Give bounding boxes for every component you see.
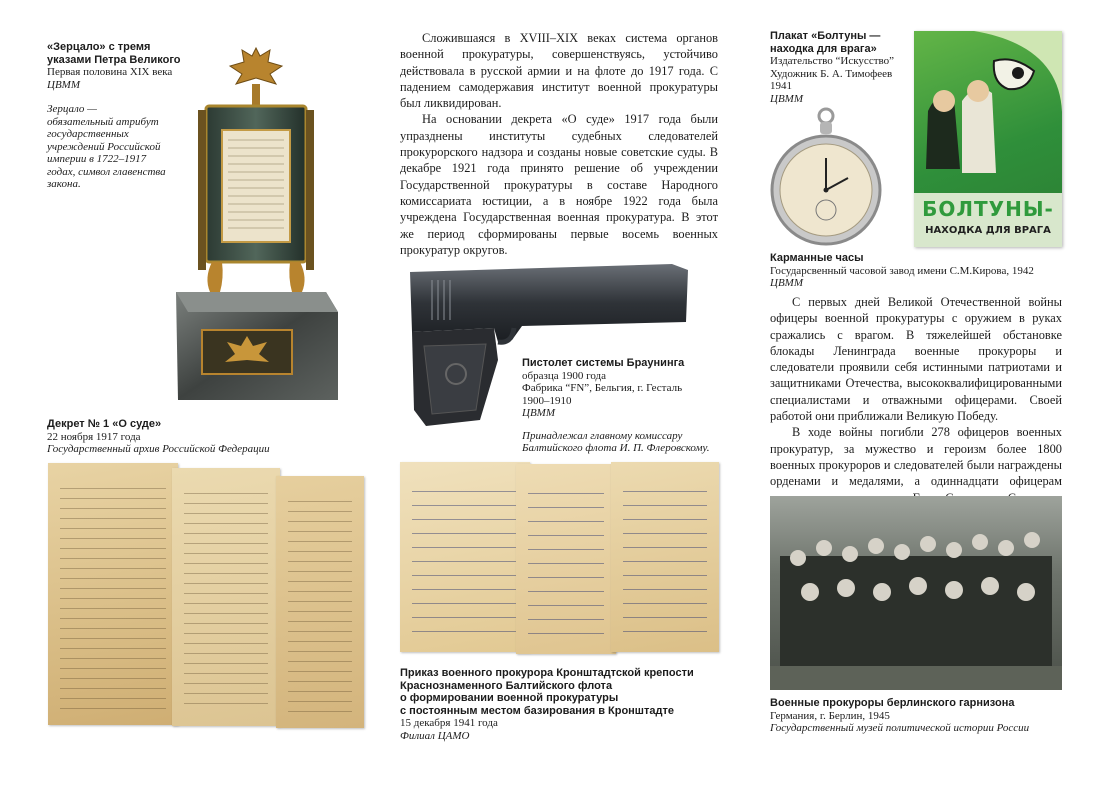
- poster-slogan-1: БОЛТУНЫ-: [922, 197, 1054, 221]
- decree-caption: Декрет № 1 «О суде» 22 ноября 1917 года Государственный архив Российской Федерации: [47, 418, 270, 455]
- berlin-prosecutors-photo: [770, 496, 1062, 690]
- watch-caption: Карманные часы Госудaрсвенный часовой завод имени С.М.Кирова, 1942 ЦВММ: [770, 252, 1034, 289]
- photo-caption: Военные прокуроры берлинского гарнизона Германия, г. Берлин, 1945 Государственный музей политической истории России: [770, 697, 1030, 734]
- order-caption: Приказ военного прокурора Кронштадтской крепости Краснознаменного Балтийского флота о формировании военной прокуратуры с постоянным местом базирования в Кронштадте 15 декабря 1941 года Филиал ЦАМО: [400, 667, 694, 742]
- pocket-watch-image: [770, 106, 882, 246]
- intro-text: Сложившаяся в XVIII–XIX веках система органов военной прокуратуры, совершенствуясь, устойчиво действовала в русской армии и на флоте до 1917 года. С падением самодержавия институт военной прокуратуры был ликвидирован. На основании декрета «О суде» 1917 года были упразднены институты судебных следователей прокурорского надзора и созданы новые советские суды. В декабре 1921 года принято решение об учреждении Государственной прокуратуры в составе Народного комиссариата юстиции, а в ноябре 1922 года была учреждена Государственная военная прокуратура. В этот же период сформированы первые восемь военных прокуратур округов.: [400, 31, 718, 257]
- pistol-caption: Пистолет системы Браунинга образца 1900 года Фабрика “FN”, Бельгия, г. Гесталь 1900–1910 ЦВММ Принадлежал главному комиссару Балтийского флота И. П. Флеровскому.: [522, 357, 710, 454]
- zertsalo-mirror-image: [172, 40, 340, 400]
- bolt-poster-image: [914, 31, 1062, 247]
- poster-caption: Плакат «Болтуны — находка для врага» Издательство “Искусство” Художник Б. А. Тимофеев 1941 ЦВММ: [770, 30, 895, 105]
- mirror-caption: «Зерцало» с тремя указами Петра Великого Первая половина XIX века ЦВММ Зерцало — обязательный атрибут государственных учреждений Российской империи в 1722–1917 годах, символ главенства закона.: [47, 41, 181, 190]
- poster-slogan-2: НАХОДКА ДЛЯ ВРАГА: [925, 225, 1051, 236]
- war-text: С первых дней Великой Отечественной войны офицеры военной прокуратуры с оружием в руках сражались с врагом. В тяжелейшей обстановке блокады Ленинграда военные прокуроры и следователи проявили себя истинными патриотами и защитниками Отечества, высококвалифицированными специалистами и отважными офицерами. Своей работой они приближали Великую Победу. В ходе войны погибли 278 офицеров военных прокуратур, за мужество и героизм более 1800 военных прокуроров и следователей были награждены орденами и медалями, а одиннадцати офицерам: [770, 295, 1062, 489]
